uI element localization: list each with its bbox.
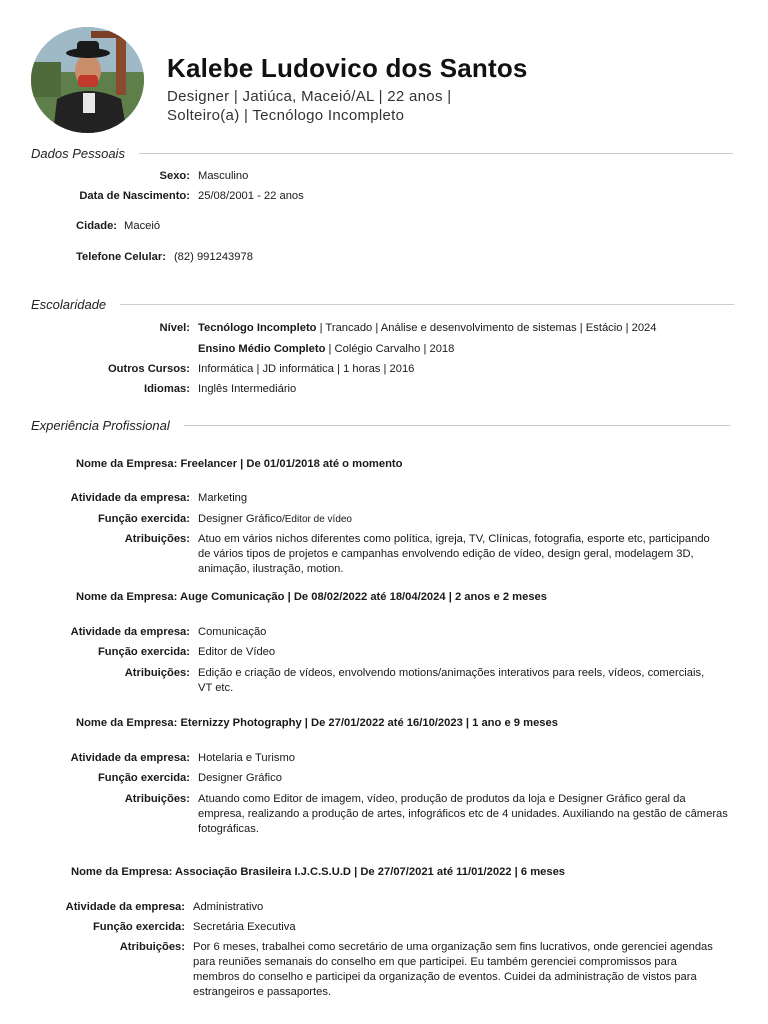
field-telefone (76, 250, 253, 265)
field-label: Nível: (159, 322, 190, 334)
field-value: (82) 991243978 (173, 251, 253, 263)
job-funcao (60, 771, 282, 786)
field-label: Atribuições: (124, 533, 190, 545)
field-label: Atividade da empresa: (70, 752, 190, 764)
field-data-nascimento (76, 189, 304, 204)
profile-photo-image (31, 27, 144, 133)
header-subtitle-line1: Designer | Jatiúca, Maceió/AL | 22 anos | (167, 88, 452, 105)
section-title: Dados Pessoais (31, 146, 125, 161)
candidate-name: Kalebe Ludovico dos Santos (167, 53, 528, 83)
job-company-heading: Nome da Empresa: Eternizzy Photography | De 27/01/2022 até 16/10/2023 | 1 ano e 9 meses (76, 717, 558, 729)
field-value (198, 321, 657, 336)
funcao-secondary: /Editor de vídeo (281, 514, 352, 525)
job-company-heading: Nome da Empresa: Associação Brasileira I.J.C.S.U.D | De 27/07/2021 até 11/01/2022 | 6 meses (71, 866, 566, 878)
field-value: Atuando como Editor de imagem, vídeo, produção de produtos da loja e Designer Gráfico geral da empresa, realizando a produção de artes, infográficos etc de 4 unidades. Auxiliando na gestão de câmeras fotográficas. (198, 793, 728, 835)
job-atividade (55, 900, 263, 915)
section-experiencia (31, 418, 730, 433)
field-value: Inglês Intermediário (198, 383, 297, 395)
field-value: 25/08/2001 - 22 anos (198, 190, 304, 202)
job-atribuicoes (60, 792, 728, 837)
field-label: Atribuições: (119, 941, 185, 953)
job-atribuicoes (60, 666, 708, 696)
job-atribuicoes (60, 532, 718, 577)
header-subtitle-line2: Solteiro(a) | Tecnólogo Incompleto (167, 107, 405, 124)
field-label: Função exercida: (97, 513, 190, 525)
field-value: Hotelaria e Turismo (198, 752, 295, 764)
job-funcao (55, 920, 296, 935)
field-value: Atuo em vários nichos diferentes como política, igreja, TV, Clínicas, fotografia, esporte etc, participando de vários tipos de projetos e campanhas envolvendo edição de vídeo, design geral, modelagem 3D, animação, ilustração, motion. (198, 533, 710, 575)
section-divider (120, 304, 734, 305)
field-value (198, 342, 454, 357)
field-idiomas (76, 382, 296, 397)
field-label: Função exercida: (92, 921, 185, 933)
section-divider (139, 153, 733, 154)
section-escolaridade (31, 297, 734, 312)
field-label: Atividade da empresa: (65, 901, 185, 913)
field-label: Atividade da empresa: (70, 492, 190, 504)
field-label: Data de Nascimento: (79, 190, 190, 202)
field-label: Idiomas: (143, 383, 190, 395)
profile-photo (31, 27, 144, 133)
field-value: Informática | JD informática | 1 horas | 2016 (198, 363, 415, 375)
field-sexo (76, 169, 248, 184)
field-label: Função exercida: (97, 646, 190, 658)
field-nivel-2 (198, 342, 454, 357)
field-label: Outros Cursos: (107, 363, 190, 375)
field-value: Edição e criação de vídeos, envolvendo motions/animações interativos para reels, vídeos, comerciais, VT etc. (198, 667, 705, 694)
field-label: Cidade: (76, 220, 118, 232)
nivel-degree: Tecnólogo Incompleto (198, 322, 317, 334)
field-value: Secretária Executiva (193, 921, 296, 933)
job-atividade (60, 491, 247, 506)
job-funcao (60, 645, 275, 660)
field-value: Por 6 meses, trabalhei como secretário de uma organização sem fins lucrativos, onde gerenciei agendas para reuniões semanais do conselho em que participei. Eu também gerenciei compromissos para membros do conselho e participei da organização de eventos. Cuidei da administração de vistos para estrangeiros e passaportes. (193, 941, 713, 998)
field-cidade (76, 219, 160, 234)
field-label: Sexo: (159, 170, 190, 182)
funcao-primary: Designer Gráfico (198, 513, 282, 525)
job-atribuicoes (55, 940, 721, 1000)
nivel-details: | Colégio Carvalho | 2018 (325, 343, 455, 355)
section-divider (184, 425, 730, 426)
nivel-degree: Ensino Médio Completo (198, 343, 326, 355)
field-label: Atribuições: (124, 793, 190, 805)
field-value: Editor de Vídeo (198, 646, 276, 658)
field-label: Atividade da empresa: (70, 626, 190, 638)
field-label: Atribuições: (124, 667, 190, 679)
job-atividade (60, 625, 266, 640)
nivel-details: | Trancado | Análise e desenvolvimento de sistemas | Estácio | 2024 (316, 322, 657, 334)
section-title: Experiência Profissional (31, 418, 170, 433)
job-funcao (60, 512, 352, 527)
field-label: Telefone Celular: (76, 251, 166, 263)
field-value: Administrativo (193, 901, 264, 913)
field-value: Designer Gráfico (198, 772, 282, 784)
field-label: Função exercida: (97, 772, 190, 784)
field-value: Comunicação (198, 626, 267, 638)
field-outros-cursos (76, 362, 414, 377)
job-company-heading: Nome da Empresa: Auge Comunicação | De 08/02/2022 até 18/04/2024 | 2 anos e 2 meses (76, 591, 547, 603)
section-dados-pessoais (31, 146, 733, 161)
field-value: Maceió (124, 220, 161, 232)
field-value: Masculino (198, 170, 249, 182)
section-title: Escolaridade (31, 297, 107, 312)
field-value: Marketing (198, 492, 248, 504)
field-value (198, 512, 352, 527)
job-atividade (60, 751, 295, 766)
field-nivel (76, 321, 657, 336)
job-company-heading: Nome da Empresa: Freelancer | De 01/01/2018 até o momento (76, 458, 403, 470)
